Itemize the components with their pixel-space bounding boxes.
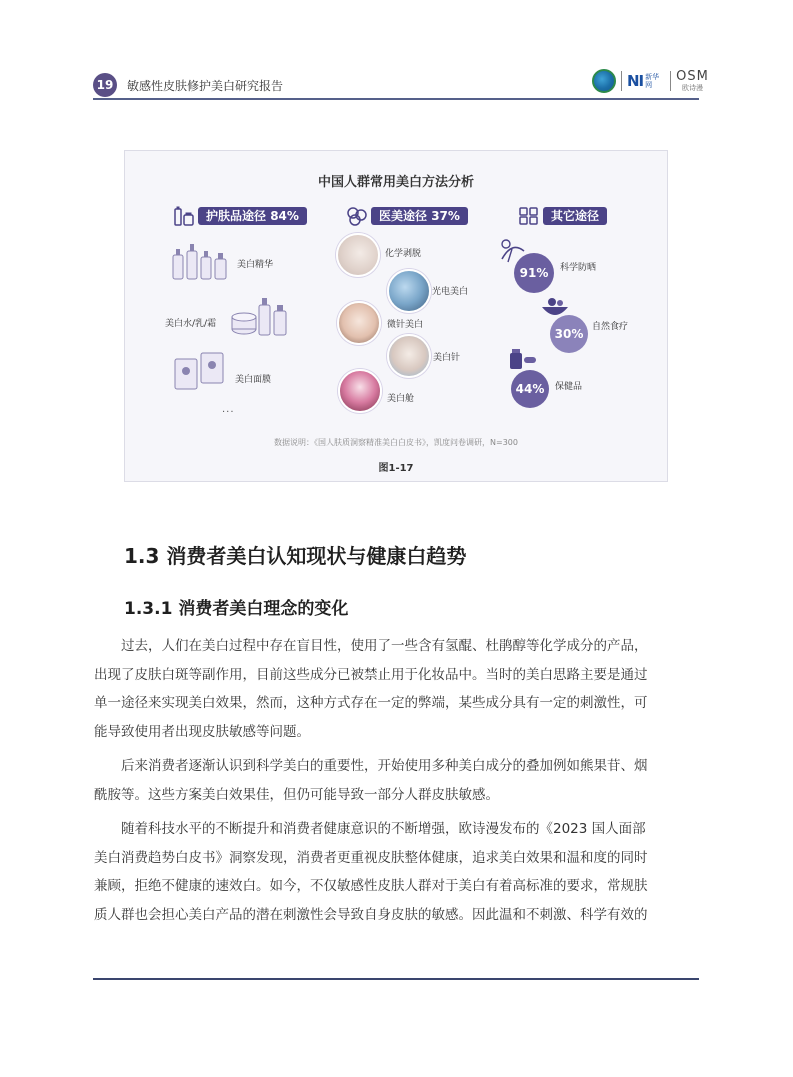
other-column-head xyxy=(518,206,607,226)
medical-item-label: 光电美白 xyxy=(432,287,469,297)
medical-item-label: 微针美白 xyxy=(387,320,424,330)
paragraph-line: 能导致使用者出现皮肤敏感等问题。 xyxy=(94,724,310,741)
face-mask-icon xyxy=(173,349,227,397)
more-items-mark: ... xyxy=(222,404,235,415)
paragraph-line: 单一途径来实现美白效果，然而，这种方式存在一定的弊端，某些成分具有一定的刺激性，可 xyxy=(94,695,648,712)
other-pill: 其它途径 xyxy=(543,207,607,225)
paragraph-2 xyxy=(94,752,700,809)
header-rule xyxy=(93,98,699,100)
paragraph-line: 质人群也会担心美白产品的潜在刺激性会导致自身皮肤的敏感。因此温和不刺激、科学有效的 xyxy=(94,907,648,924)
osm-logo xyxy=(676,70,709,93)
paragraph-1 xyxy=(94,632,700,747)
logo-divider xyxy=(670,71,671,91)
figure-title: 中国人群常用美白方法分析 xyxy=(317,175,474,190)
paragraph-3 xyxy=(94,815,700,930)
logo-divider xyxy=(621,71,622,91)
paragraph-line: 过去，人们在美白过程中存在盲目性，使用了一些含有氢醌、杜鹃醇等化学成分的产品， xyxy=(121,638,648,654)
paragraph-line: 随着科技水平的不断提升和消费者健康意识的不断增强，欧诗漫发布的《2023 国人面部 xyxy=(121,821,646,837)
xinhua-logo-sub: 新华网 xyxy=(645,73,660,89)
microneedle-photo xyxy=(337,301,381,345)
lotion-jars-icon xyxy=(231,295,289,337)
other-item-label: 保健品 xyxy=(555,382,583,392)
sun-protection-percent: 91% xyxy=(514,253,554,293)
medical-item-label: 美白针 xyxy=(433,353,461,363)
supplements-percent: 44% xyxy=(511,370,549,408)
other-item-label: 科学防晒 xyxy=(560,263,597,273)
footer-rule xyxy=(93,978,699,980)
paragraph-line: 酰胺等。这些方案美白效果佳，但仍可能导致一部分人群皮肤敏感。 xyxy=(94,786,499,803)
skincare-column-head xyxy=(173,206,307,226)
whitening-injection-photo xyxy=(387,334,431,378)
paragraph-line: 后来消费者逐渐认识到科学美白的重要性，开始使用多种美白成分的叠加例如熊果苷、烟 xyxy=(121,758,648,774)
photoelectric-photo xyxy=(387,269,431,313)
other-item-label: 自然食疗 xyxy=(592,322,629,332)
medical-item-label: 化学剥脱 xyxy=(385,249,422,259)
medical-cells-icon xyxy=(346,206,368,226)
partner-logos xyxy=(592,67,709,95)
skincare-item-label: 美白面膜 xyxy=(235,375,272,385)
page-number-badge: 19 xyxy=(93,73,117,97)
figure-source-note: 数据说明：《国人肤质洞察精准美白白皮书》，凯度问卷调研，N=300 xyxy=(274,438,518,447)
skincare-bottle-icon xyxy=(173,206,195,226)
whitening-methods-figure xyxy=(124,150,668,482)
supplement-pills-icon xyxy=(508,347,538,371)
page-header xyxy=(0,0,793,100)
medical-pill: 医美途径 37% xyxy=(371,207,468,225)
running-title: 敏感性皮肤修护美白研究报告 xyxy=(127,79,284,93)
medical-column-head xyxy=(346,206,468,226)
whitening-capsule-photo xyxy=(338,369,382,413)
osm-logo-text: OSM xyxy=(676,68,709,84)
grid-squares-icon xyxy=(518,206,540,226)
skincare-item-label: 美白精华 xyxy=(237,260,274,270)
xinhua-logo: NI xyxy=(627,72,644,90)
chemical-peel-photo xyxy=(336,233,380,277)
paragraph-line: 出现了皮肤白斑等副作用，目前这些成分已被禁止用于化妆品中。当时的美白思路主要是通过 xyxy=(94,666,648,683)
food-therapy-percent: 30% xyxy=(550,315,588,353)
globe-logo-icon xyxy=(592,69,616,93)
paragraph-line: 美白消费趋势白皮书》洞察发现，消费者更重视皮肤整体健康，追求美白效果和温和度的同时 xyxy=(94,849,648,866)
figure-caption: 图1-17 xyxy=(378,463,414,474)
skincare-pill: 护肤品途径 84% xyxy=(198,207,307,225)
paragraph-line: 兼顾，拒绝不健康的速效白。如今，不仅敏感性皮肤人群对于美白有着高标准的要求，常规肤 xyxy=(94,878,648,895)
skincare-item-label: 美白水/乳/霜 xyxy=(165,319,217,329)
section-heading: 1.3 消费者美白认知现状与健康白趋势 xyxy=(124,544,467,568)
subsection-heading: 1.3.1 消费者美白理念的变化 xyxy=(124,599,349,619)
medical-item-label: 美白舱 xyxy=(387,394,415,404)
osm-logo-sub: 欧诗漫 xyxy=(681,83,703,92)
serum-bottles-icon xyxy=(171,241,229,281)
